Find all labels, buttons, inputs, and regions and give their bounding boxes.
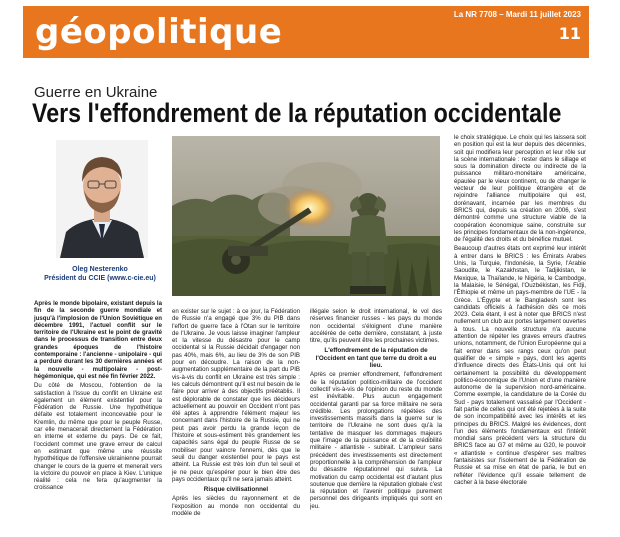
author-name: Oleg Nesterenko xyxy=(72,266,128,273)
column-4 xyxy=(454,134,586,537)
article-lead: Après le monde bipolaire, existant depuis la fin de la seconde guerre mondiale et jusqu'à l'implosion de l'Union Soviétique en décembre 1991, l'actuel conflit sur le territoire de l'Ukraine est le point de gravité dans le processus de transition entre deux grandes époques de l'histoire contemporaine : l'ancienne - unipolaire - qui a perduré durant les 30 dernières années et la nouvelle - multipolaire - post-hégémonique, qui est née fin février 2022. xyxy=(34,300,162,380)
column-1-text: Du côté de Moscou, l'obtention de la satisfaction à l'issue du conflit en Ukraine est également un élément existentiel pour la Fédération de Russie. Une hypothétique défaite est totalement inconcevable pour le Kremlin, du même que pour le peuple Russe, car elle menacerait directement la Fédération en interne et externe du pays. De ce fait, l'occident commet une grave erreur de calcul en estimant que même une réussite hypothétique de l'offensive ukrainienne pourrait changer le cours de la guerre et menerait vers la victoire du pouvoir en place à Kiev. L'unique réalité : cela ne fera qu'augmenter la croissance xyxy=(34,382,162,492)
article-headline: Vers l'effondrement de la réputation occidentale xyxy=(32,98,562,128)
page-number: 11 xyxy=(558,24,581,43)
column-4-text-cont: Beaucoup d'autres états ont exprimé leur intérêt à entrer dans le BRICS : les Émirats Arabes Unis, la Turquie, l'Indonésie, la Syrie, l'Arabie Saoudite, le Kazakhstan, le Tadjikistan, le Mexique, la Thaïlande, le Nigéria, le Cambodge, la Malaisie, le Sénégal, l'Ouzbékistan, les Fidji, l'Éthiopie et même un pays-membre de l'UE - la Grèce. L'Égypte et le Bangladesh sont les candidats officiels à l'adhésion dès ce mois 2023. Cela étant, il est à noter que BRICS n'est nullement un club aux portes largement ouvertes à tous. La nouvelle structure n'a aucune attention de répéter les graves erreurs d'autres unions, notamment, de l'Union Européenne qui a fait entrer dans ses rangs ceux qu'on peut qualifier de « simple » pays, dont les agents d'influence directs des États-Unis qui ont lui certainement la possibilité du développement politico-économique de l'Union et d'une manière autonome de la supervision nord-américaine. Comme exemple, la candidature de la Corée du Sud - pays totalement vassalisé par l'Occident - fait partie de celles qui ont été rejetées à la suite de son incompatibilité avec les intérêts et les principes du BRICS. Malgré les évidences, dont l'un des éléments fondamentaux est l'intérêt mondial sans précédent vers la structure du BRICS face au G7 et même au G20, le pouvoir « atlantiste » continue d'espérer ses maîtres fantaisistes sur l'isolement de la Fédération de Russie et sa mise en état de paria, le but en refléter l'évidence qu'il essaie tellement de cacher à la base électorale xyxy=(454,245,586,486)
author-photo xyxy=(56,140,148,258)
column-2 xyxy=(172,308,300,537)
article-kicker: Guerre en Ukraine xyxy=(34,84,158,101)
main-photo xyxy=(172,136,440,296)
column-3-subhead: L'effondrement de la réputation de l'Occident en tant que terre du droit a eu lieu. xyxy=(315,347,437,370)
section-banner xyxy=(23,6,589,58)
author-title: Président du CCIE (www.c-cie.eu) xyxy=(44,275,156,282)
section-title: géopolitique xyxy=(35,12,283,52)
issue-info: La NR 7708 – Mardi 11 juillet 2023 xyxy=(453,10,581,19)
column-2-text-cont: Après les siècles du rayonnement et de l'exposition au monde non occidental du modèle de xyxy=(172,495,300,518)
column-3-text-cont: Après ce premier effondrement, l'effondrement de la réputation politico-militaire de l'occident collectif vis-à-vis de l'opinion du reste du monde est inévitable. Plus aucun engagement occidental garanti par sa force militaire ne sera crédible. Les prolongations répétées des investissements massifs dans la guerre sur le territoire de l'Ukraine ne sont dues qu'à la tentative de masquer les dommages majeurs que l'image de la puissance et de la crédibilité militaire - atlantiste - subirait. L'ampleur sans précédent des investissements est directement proportionnelle à la compréhension de l'ampleur du désastre réputationnel qui suivra. La motivation du camp occidental est d'autant plus soutenue que derrière la réputation globale c'est la réputation et l'avenir politique purement personnel des dirigeants impliqués qui sont en jeu. xyxy=(310,371,442,510)
column-1 xyxy=(34,300,162,537)
column-3 xyxy=(310,308,442,537)
column-2-subhead: Risque civilisationnel xyxy=(203,486,269,494)
column-2-text: en exister sur le sujet : à ce jour, la Fédération de Russie n'a engagé que 3% du PIB dans l'effort de guerre face à l'Otan sur le territoire de l'Ukraine. Je vous laisse imaginer l'ampleur et la vitesse du désastre pour le camp occidental si la Russie décidait d'engager non pas 40%, mais 6%, au lieu de 3% de son PIB pour en découdre. La raison de la non-augmentation supplémentaire de la part du PIB vis-à-vis du conflit en Ukraine est très simple : les calculs démontrent qu'il est nul besoin de le faire pour arriver à des objectifs préétablis. Il est déplorable de constater que les décideurs actuellement au pouvoir en Occident n'ont pas été aptes à apprendre l'élément majeur les concernant dans l'histoire de la Russie, qui ne peut pas avoir perdu la grande leçon de l'histoire et sous-estiment très grandement les capacités sans égal du peuple Russe de se mobiliser pour vaincre l'ennemi, dès que le seuil du danger existentiel pour le pays est atteint. La Russie est très loin d'un tel seuil et je ne peux qu'espérer pour le bien être des pays occidentaux qu'il ne sera jamais atteint. xyxy=(172,308,300,483)
column-4-text: le choix stratégique. Le choix qui les laissera soit en position qui est la leur depuis des décennies, soit qui modifiera leur perception et leur rôle sur la scène internationale : rester dans le sillage et sous la domination directe ou indirecte de la puissance militaro-monétaire américaine, épaulée par le vieux continent, ou de changer le vecteur de leur politique étrangère et de rejoindre l'alliance multipolaire qui est, dorénavant, incarnée par les membres du BRICS qui, depuis sa création en 2006, s'est démontré comme une structure viable de la coopération économique saine, construite sur les principes fondamentaux de la non-ingérence, de l'égalité des droits et du bénéfice mutuel. xyxy=(454,134,586,244)
column-3-text: illégale selon le droit international, le vol des réserves financier russes - les pays du monde non occidental s'éloignent d'une manière accélérée de cette dernière, constatant, à juste titre, qu'ils peuvent être les prochaines victimes. xyxy=(310,308,442,345)
